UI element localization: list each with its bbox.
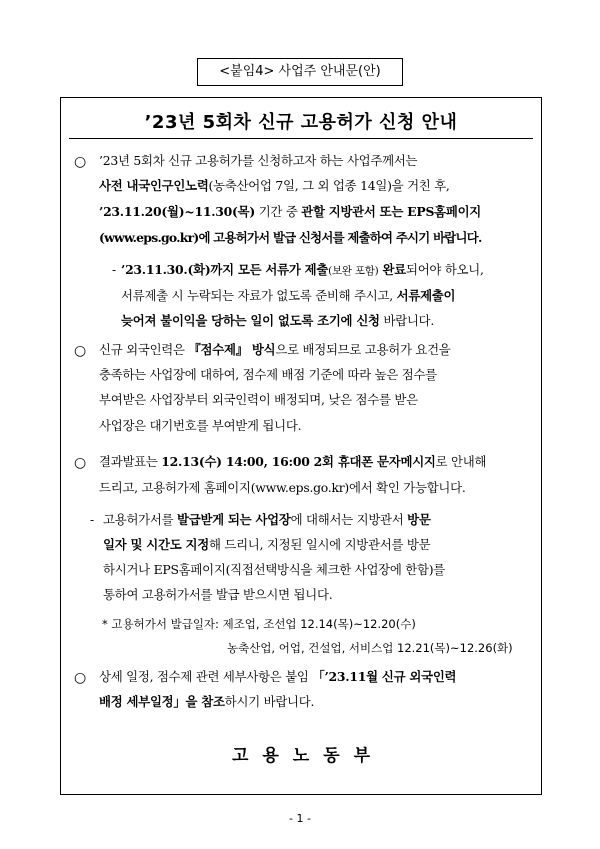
sub2-line1: 고용허가서를 발급받게 되는 사업장에 대해서는 지방관서 방문 [103, 512, 431, 527]
page-number: - 1 - [289, 812, 311, 825]
section4-line2: 배정 세부일정」을 참조하시기 바랍니다. [99, 694, 315, 709]
section1-line2: 사전 내국인구인노력(농축산어업 7일, 그 외 업종 14일)을 거친 후, [99, 178, 450, 193]
section2-line4: 사업장은 대기번호를 부여받게 됩니다. [99, 418, 302, 433]
section2-line1: 신규 외국인력은 『점수제』 방식으로 배정되므로 고용허가 요건을 [99, 342, 451, 357]
page-title: ’23년 5회차 신규 고용허가 신청 안내 [144, 112, 458, 133]
issue-date-note-2: 농축산업, 어업, 건설업, 서비스업 12.21(목)~12.26(화) [227, 641, 513, 655]
section1-line3: ’23.11.20(월)~11.30(목) 기간 중 관할 지방관서 또는 EPS홈페이지 [99, 204, 482, 219]
section3-bullet: ○ [74, 455, 87, 471]
sub2-line4: 통하여 고용허가서를 발급 받으시면 됩니다. [103, 587, 333, 602]
section2-line2: 충족하는 사업장에 대하여, 점수제 배점 기준에 따라 높은 점수를 [99, 367, 437, 382]
attachment-tag: <붙임4> 사업주 안내문(안) [197, 58, 403, 86]
issue-date-note: * 고용허가서 발급일자: 제조업, 조선업 12.14(목)~12.20(수) [102, 617, 416, 631]
section3-line2: 드리고, 고용허가제 홈페이지(www.eps.go.kr)에서 확인 가능합니다. [99, 480, 466, 495]
sub2-line3: 하시거나 EPS홈페이지(직접선택방식을 체크한 사업장에 한함)를 [103, 562, 446, 577]
sub1-line2: 서류제출 시 누락되는 자료가 없도록 준비해 주시고, 서류제출이 [121, 288, 456, 303]
section2-bullet: ○ [74, 343, 87, 359]
section1-line4: (www.eps.go.kr)에 고용허가서 발급 신청서를 제출하여 주시기 바랍니다. [99, 230, 482, 245]
sub1-dash: - [112, 262, 116, 277]
section2-line3: 부여받은 사업장부터 외국인력이 배정되며, 낮은 점수를 받은 [99, 392, 418, 407]
section1-bullet: ○ [74, 154, 87, 170]
sub2-line2: 일자 및 시간도 지정해 드리니, 지정된 일시에 지방관서를 방문 [103, 537, 431, 552]
section3-line1: 결과발표는 12.13(수) 14:00, 16:00 2회 휴대폰 문자메시지로 안내해 [99, 454, 487, 469]
sub1-line1: ’23.11.30.(화)까지 모든 서류가 제출(보완 포함) 완료되어야 하오니, [121, 262, 484, 277]
title-divider [69, 138, 533, 139]
section1-line1: ’23년 5회차 신규 고용허가를 신청하고자 하는 사업주께서는 [99, 153, 418, 168]
section4-line1: 상세 일정, 점수제 관련 세부사항은 붙임 「’23.11월 신규 외국인력 [99, 669, 457, 684]
sub2-dash: - [90, 512, 94, 527]
organization-name: 고용노동부 [231, 746, 385, 766]
sub1-line3: 늦어져 불이익을 당하는 일이 없도록 조기에 신청 바랍니다. [121, 313, 435, 328]
section4-bullet: ○ [74, 670, 87, 686]
